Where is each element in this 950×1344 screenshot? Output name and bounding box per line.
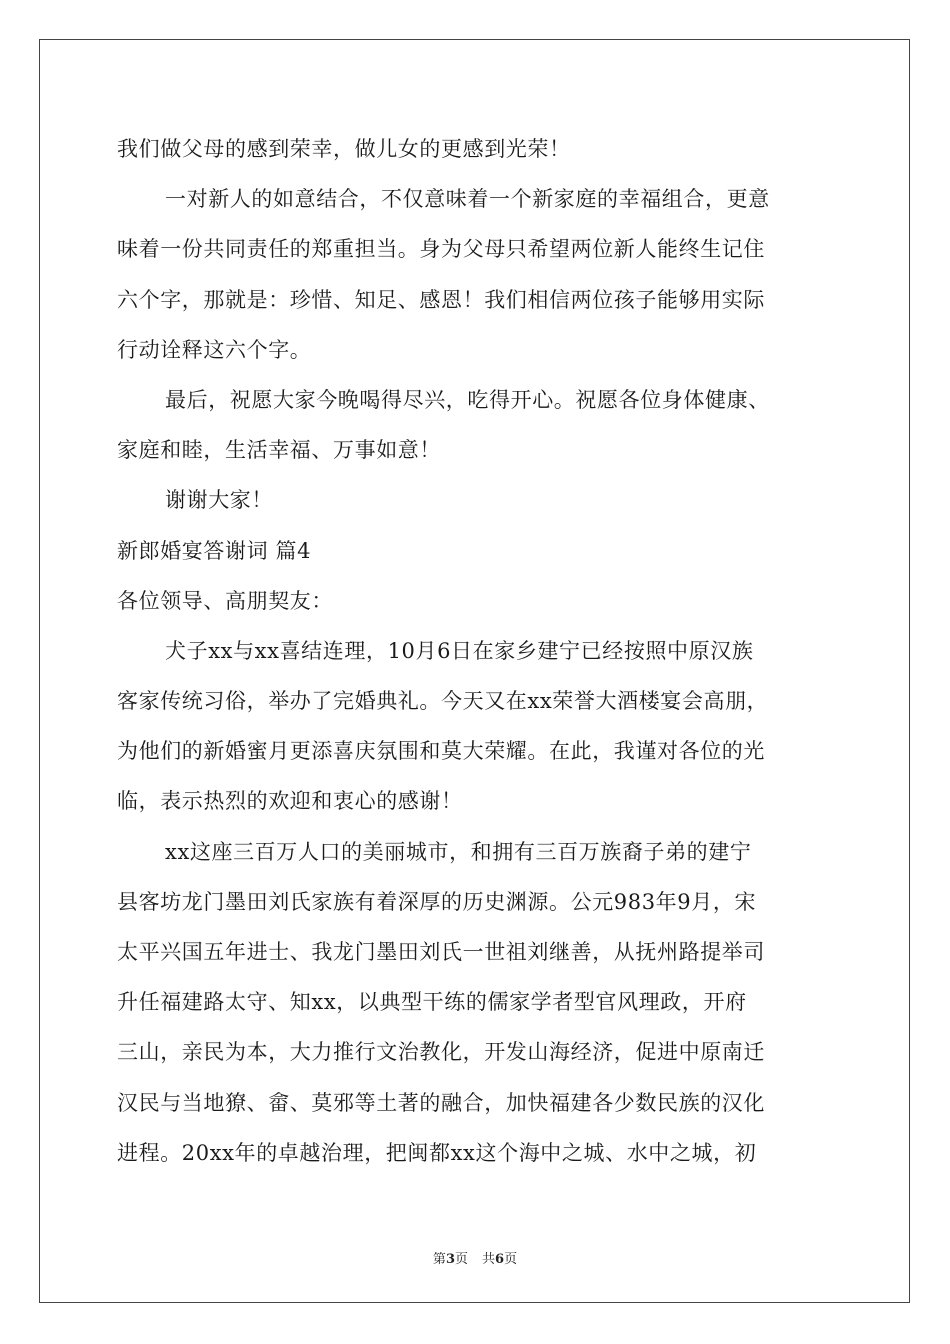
total-page-number: 6 [495, 1252, 505, 1267]
text-line: 行动诠释这六个字。 [117, 337, 312, 362]
current-page-number: 3 [445, 1252, 455, 1267]
text-line: 县客坊龙门墨田刘氏家族有着深厚的历史渊源。公元983年9月，宋 [117, 889, 757, 914]
text-line: 三山，亲民为本，大力推行文治教化，开发山海经济，促进中原南迁 [117, 1040, 765, 1065]
text-line: 犬子xx与xx喜结连理，10月6日在家乡建宁已经按照中原汉族 [165, 638, 754, 663]
text-line: 客家传统习俗，举办了完婚典礼。今天又在xx荣誉大酒楼宴会高朋， [117, 689, 769, 714]
total-prefix: 共 [482, 1252, 496, 1267]
text-line: 最后，祝愿大家今晚喝得尽兴，吃得开心。祝愿各位身体健康、 [165, 387, 770, 412]
text-line: 升任福建路太守、知xx，以典型干练的儒家学者型官风理政，开府 [117, 990, 747, 1015]
text-line: 临，表示热烈的欢迎和衷心的感谢！ [117, 789, 463, 814]
text-line: 家庭和睦，生活幸福、万事如意！ [117, 438, 441, 463]
text-line: 味着一份共同责任的郑重担当。身为父母只希望两位新人能终生记住 [117, 237, 765, 262]
text-line: 六个字，那就是：珍惜、知足、感恩！我们相信两位孩子能够用实际 [117, 287, 765, 312]
text-line: 进程。20xx年的卓越治理，把闽都xx这个海中之城、水中之城，初 [117, 1140, 757, 1165]
document-body [117, 124, 837, 1178]
text-line: 谢谢大家！ [165, 488, 273, 513]
total-suffix: 页 [504, 1252, 518, 1267]
text-line: 汉民与当地獠、畲、莫邪等土著的融合，加快福建各少数民族的汉化 [117, 1090, 765, 1115]
page-prefix: 第 [432, 1252, 446, 1267]
text-line: 各位领导、高朋契友： [117, 588, 333, 613]
page-suffix: 页 [454, 1252, 468, 1267]
page-footer [0, 1248, 950, 1267]
text-line: 太平兴国五年进士、我龙门墨田刘氏一世祖刘继善，从抚州路提举司 [117, 940, 765, 964]
text-line: xx这座三百万人口的美丽城市，和拥有三百万族裔子弟的建宁 [165, 839, 752, 864]
text-line: 我们做父母的感到荣幸，做儿女的更感到光荣！ [117, 137, 571, 161]
text-line: 新郎婚宴答谢词 篇4 [117, 538, 312, 563]
text-line: 为他们的新婚蜜月更添喜庆氛围和莫大荣耀。在此，我谨对各位的光 [117, 739, 765, 764]
text-line: 一对新人的如意结合，不仅意味着一个新家庭的幸福组合，更意 [165, 187, 770, 212]
